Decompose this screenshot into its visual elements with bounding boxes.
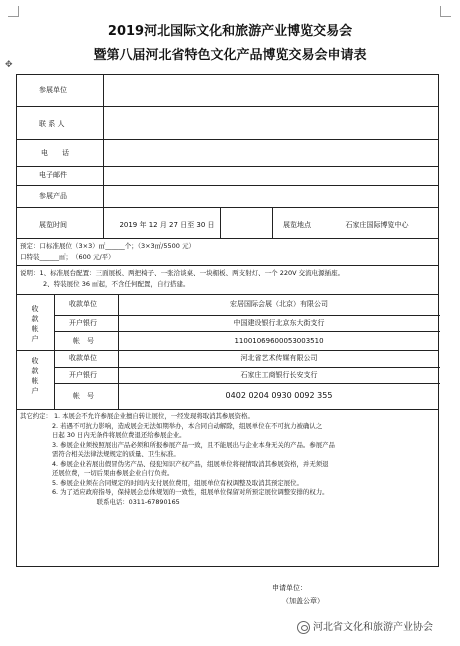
title-line-1: 2019河北国际文化和旅游产业博览交易会 xyxy=(107,24,353,39)
phone-label: 电 话 xyxy=(41,149,69,157)
exhibit-time-label: 展览时间 xyxy=(39,221,67,229)
booking-standard-line: 预定：口标准展位（3×3）㎡______个；（3×3㎡/5500 元） xyxy=(20,242,195,250)
terms-line: 日起 30 日内无条件将展位费退还给参展企业。 xyxy=(20,431,186,439)
terms-line: 需符合相关法律法规规定的质量、卫生标准。 xyxy=(20,450,180,458)
contact-label: 联 系 人 xyxy=(39,120,65,128)
account1-number-value: 11001069600053003510 xyxy=(234,337,324,345)
exhibit-time-value: 2019 年 12 月 27 日至 30 日 xyxy=(119,221,215,229)
exhibitor-field[interactable] xyxy=(105,77,437,104)
terms-line: 4. 参展企业若展出假冒伪劣产品、侵犯知识产权产品，组展单位将视情取消其参展资格，并无须退 xyxy=(20,459,329,468)
email-field[interactable] xyxy=(105,168,437,183)
account2-name-value: 河北省艺术传媒有限公司 xyxy=(240,354,318,362)
account1-number-label: 帐 号 xyxy=(73,337,94,345)
wechat-icon xyxy=(297,621,310,634)
account1-name-value: 宏居国际会展（北京）有限公司 xyxy=(230,300,328,308)
contact-field[interactable] xyxy=(105,108,437,137)
terms-line: 5. 参展企业须在合同规定的时间内支付展位费用，组展单位有权调整及取消其预定展位。 xyxy=(20,478,303,487)
watermark-text: 河北省文化和旅游产业协会 xyxy=(313,622,433,633)
terms-line: 其它约定： 1. 本展会不允许参展企业擅自转让展位，一经发现将取消其参展资格。 xyxy=(20,412,254,420)
venue-value: 石家庄国际博览中心 xyxy=(345,221,409,229)
products-label: 参展产品 xyxy=(39,192,67,200)
booth-config-note: 说明：1、标准展台配置：三面展板、两把椅子、一张洽谈桌、一块楣板、两支射灯、一个 220V 交流电源插座。 xyxy=(20,269,345,277)
corner-mark-top-left xyxy=(8,6,19,17)
terms-line: 3. 参展企业须按照展出产品必须和所报参展产品一致，且不能展出与企业本身无关的产品。参展产品 xyxy=(20,440,335,449)
applicant-label: 申请单位： xyxy=(272,584,307,592)
account1-name-label: 收款单位 xyxy=(69,300,97,308)
account1-side-label: 收款帐户 xyxy=(31,305,39,343)
products-field[interactable] xyxy=(105,187,437,205)
account1-bank-label: 开户银行 xyxy=(69,319,97,327)
wechat-watermark xyxy=(297,618,433,634)
booking-special-line: 口特装______㎡； （600 元/平） xyxy=(20,253,115,261)
account2-name-label: 收款单位 xyxy=(69,354,97,362)
seal-label: （加盖公章） xyxy=(282,597,324,605)
account2-bank-label: 开户银行 xyxy=(69,371,97,379)
move-handle-icon[interactable]: ✥ xyxy=(5,60,13,70)
title-line-2: 暨第八届河北省特色文化产品博览交易会申请表 xyxy=(93,48,367,63)
application-form-table xyxy=(16,74,439,567)
account2-bank-value: 石家庄工商银行长安支行 xyxy=(240,371,318,379)
terms-line: 2. 若遇不可抗力影响，造成展会无法如期举办，本合同自动解除，组展单位在不可抗力被确认之 xyxy=(20,421,323,430)
account2-number-value: 0402 0204 0930 0092 355 xyxy=(225,391,333,400)
account2-side-label: 收款帐户 xyxy=(31,357,39,395)
email-label: 电子邮件 xyxy=(39,171,67,179)
phone-field[interactable] xyxy=(105,141,437,164)
account2-number-label: 帐 号 xyxy=(73,392,94,400)
corner-mark-top-right xyxy=(440,6,451,17)
terms-section xyxy=(17,409,440,567)
venue-label: 展览地点 xyxy=(283,221,311,229)
exhibitor-label: 参展单位 xyxy=(39,86,67,94)
special-booth-note: 2、特装展位 36 ㎡起，不含任何配置，自行搭建。 xyxy=(43,280,190,288)
terms-list xyxy=(20,412,435,507)
terms-line: 联系电话：0311-67890165 xyxy=(20,497,180,506)
terms-line: 6. 为了适应政府指导，保持展会总体规划的一致性，组展单位保留对所预定展位调整安排的权力。 xyxy=(20,488,329,496)
terms-line: 还展位费，一切后果由参展企业自行负责。 xyxy=(20,469,174,477)
account1-bank-value: 中国建设银行北京东大街支行 xyxy=(233,319,325,327)
